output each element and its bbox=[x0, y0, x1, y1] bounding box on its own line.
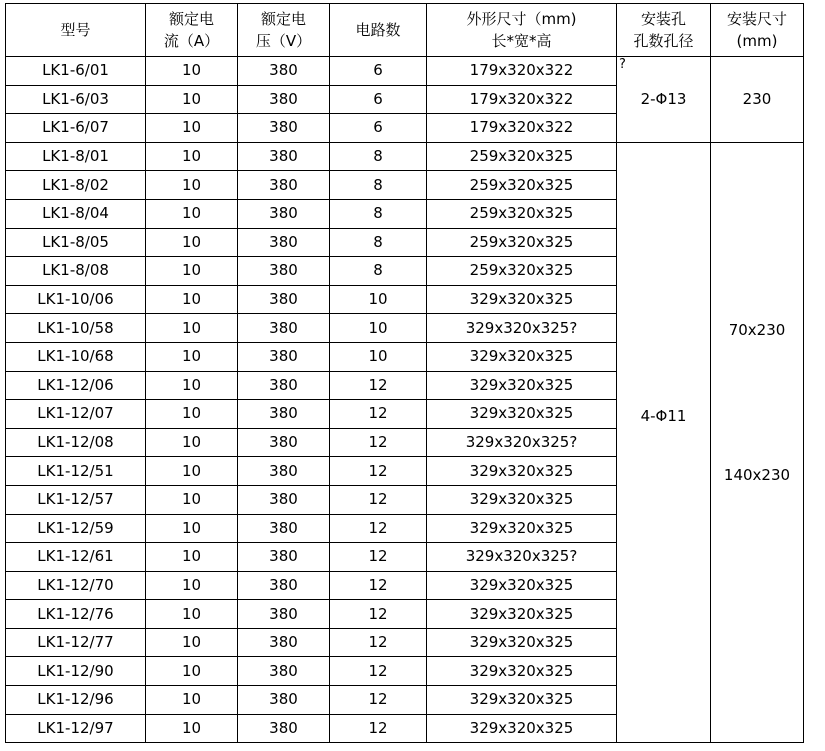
cell-voltage: 380 bbox=[238, 514, 330, 543]
cell-dimensions: 329x320x325? bbox=[427, 314, 617, 343]
cell-model: LK1-12/70 bbox=[6, 571, 146, 600]
cell-voltage: 380 bbox=[238, 657, 330, 686]
cell-current: 10 bbox=[146, 457, 238, 486]
header-dimensions: 外形尺寸（mm) 长*宽*高 bbox=[427, 4, 617, 57]
cell-dimensions: 329x320x325 bbox=[427, 628, 617, 657]
cell-current: 10 bbox=[146, 600, 238, 629]
cell-dimensions: 329x320x325 bbox=[427, 371, 617, 400]
cell-circuits: 12 bbox=[330, 714, 427, 743]
cell-model: LK1-8/05 bbox=[6, 228, 146, 257]
cell-voltage: 380 bbox=[238, 114, 330, 143]
cell-model: LK1-10/68 bbox=[6, 342, 146, 371]
table-row bbox=[6, 142, 804, 171]
cell-voltage: 380 bbox=[238, 457, 330, 486]
cell-mount-holes-group1 bbox=[617, 57, 711, 143]
cell-dimensions: 329x320x325 bbox=[427, 514, 617, 543]
cell-model: LK1-12/59 bbox=[6, 514, 146, 543]
cell-dimensions: 259x320x325 bbox=[427, 142, 617, 171]
cell-model: LK1-12/06 bbox=[6, 371, 146, 400]
cell-dimensions: 179x320x322 bbox=[427, 114, 617, 143]
mount-size-value-b: 140x230 bbox=[723, 465, 791, 484]
header-current: 额定电 流（A） bbox=[146, 4, 238, 57]
cell-circuits: 12 bbox=[330, 628, 427, 657]
cell-circuits: 12 bbox=[330, 600, 427, 629]
mount-holes-value: 2-Φ13 bbox=[640, 89, 687, 108]
cell-dimensions: 329x320x325? bbox=[427, 543, 617, 572]
mount-holes-value: 4-Φ11 bbox=[640, 406, 687, 425]
cell-voltage: 380 bbox=[238, 686, 330, 715]
cell-voltage: 380 bbox=[238, 714, 330, 743]
cell-current: 10 bbox=[146, 657, 238, 686]
cell-current: 10 bbox=[146, 543, 238, 572]
cell-voltage: 380 bbox=[238, 199, 330, 228]
cell-circuits: 8 bbox=[330, 257, 427, 286]
header-model: 型号 bbox=[6, 4, 146, 57]
cell-current: 10 bbox=[146, 428, 238, 457]
cell-current: 10 bbox=[146, 57, 238, 86]
cell-circuits: 12 bbox=[330, 571, 427, 600]
cell-dimensions: 329x320x325 bbox=[427, 600, 617, 629]
cell-mount-holes-group2 bbox=[617, 142, 711, 742]
cell-circuits: 6 bbox=[330, 57, 427, 86]
cell-current: 10 bbox=[146, 257, 238, 286]
cell-current: 10 bbox=[146, 199, 238, 228]
cell-current: 10 bbox=[146, 485, 238, 514]
cell-model: LK1-12/77 bbox=[6, 628, 146, 657]
cell-circuits: 6 bbox=[330, 85, 427, 114]
cell-current: 10 bbox=[146, 142, 238, 171]
cell-circuits: 10 bbox=[330, 342, 427, 371]
cell-model: LK1-8/08 bbox=[6, 257, 146, 286]
cell-circuits: 12 bbox=[330, 514, 427, 543]
cell-current: 10 bbox=[146, 571, 238, 600]
cell-model: LK1-12/96 bbox=[6, 686, 146, 715]
cell-circuits: 12 bbox=[330, 428, 427, 457]
cell-circuits: 10 bbox=[330, 285, 427, 314]
header-circuits: 电路数 bbox=[330, 4, 427, 57]
cell-current: 10 bbox=[146, 371, 238, 400]
cell-dimensions: 179x320x322 bbox=[427, 57, 617, 86]
cell-dimensions: 259x320x325 bbox=[427, 257, 617, 286]
cell-voltage: 380 bbox=[238, 628, 330, 657]
cell-circuits: 8 bbox=[330, 171, 427, 200]
cell-dimensions: 329x320x325 bbox=[427, 714, 617, 743]
cell-model: LK1-6/07 bbox=[6, 114, 146, 143]
cell-model: LK1-12/51 bbox=[6, 457, 146, 486]
cell-current: 10 bbox=[146, 686, 238, 715]
cell-dimensions: 329x320x325 bbox=[427, 485, 617, 514]
cell-model: LK1-10/06 bbox=[6, 285, 146, 314]
cell-current: 10 bbox=[146, 400, 238, 429]
cell-current: 10 bbox=[146, 114, 238, 143]
cell-current: 10 bbox=[146, 628, 238, 657]
spec-table-container bbox=[5, 3, 804, 743]
header-row bbox=[6, 4, 804, 57]
cell-current: 10 bbox=[146, 171, 238, 200]
cell-voltage: 380 bbox=[238, 171, 330, 200]
cell-current: 10 bbox=[146, 342, 238, 371]
cell-dimensions: 329x320x325 bbox=[427, 285, 617, 314]
cell-model: LK1-6/01 bbox=[6, 57, 146, 86]
cell-circuits: 8 bbox=[330, 228, 427, 257]
cell-model: LK1-12/08 bbox=[6, 428, 146, 457]
cell-circuits: 12 bbox=[330, 400, 427, 429]
cell-voltage: 380 bbox=[238, 485, 330, 514]
cell-voltage: 380 bbox=[238, 543, 330, 572]
cell-circuits: 12 bbox=[330, 457, 427, 486]
table-body bbox=[6, 57, 804, 743]
cell-voltage: 380 bbox=[238, 85, 330, 114]
cell-model: LK1-12/61 bbox=[6, 543, 146, 572]
cell-dimensions: 259x320x325 bbox=[427, 228, 617, 257]
cell-voltage: 380 bbox=[238, 228, 330, 257]
cell-voltage: 380 bbox=[238, 600, 330, 629]
cell-model: LK1-8/02 bbox=[6, 171, 146, 200]
cell-model: LK1-12/07 bbox=[6, 400, 146, 429]
cell-model: LK1-10/58 bbox=[6, 314, 146, 343]
cell-dimensions: 179x320x322 bbox=[427, 85, 617, 114]
cell-current: 10 bbox=[146, 714, 238, 743]
question-mark: ? bbox=[619, 57, 626, 72]
cell-current: 10 bbox=[146, 314, 238, 343]
header-mount-holes: 安装孔 孔数孔径 bbox=[617, 4, 711, 57]
cell-current: 10 bbox=[146, 514, 238, 543]
cell-model: LK1-12/76 bbox=[6, 600, 146, 629]
cell-voltage: 380 bbox=[238, 400, 330, 429]
cell-circuits: 12 bbox=[330, 485, 427, 514]
cell-circuits: 10 bbox=[330, 314, 427, 343]
cell-dimensions: 259x320x325 bbox=[427, 171, 617, 200]
cell-dimensions: 329x320x325 bbox=[427, 457, 617, 486]
header-mount-size: 安装尺寸 (mm) bbox=[711, 4, 804, 57]
cell-current: 10 bbox=[146, 228, 238, 257]
cell-mount-size-group1: 230 bbox=[711, 57, 804, 143]
cell-dimensions: 329x320x325? bbox=[427, 428, 617, 457]
mount-size-value-a: 70x230 bbox=[728, 320, 786, 339]
cell-voltage: 380 bbox=[238, 285, 330, 314]
cell-dimensions: 329x320x325 bbox=[427, 657, 617, 686]
cell-circuits: 8 bbox=[330, 142, 427, 171]
cell-model: LK1-8/01 bbox=[6, 142, 146, 171]
cell-model: LK1-12/90 bbox=[6, 657, 146, 686]
cell-current: 10 bbox=[146, 85, 238, 114]
cell-circuits: 6 bbox=[330, 114, 427, 143]
cell-circuits: 8 bbox=[330, 199, 427, 228]
spec-table bbox=[5, 3, 804, 743]
cell-dimensions: 329x320x325 bbox=[427, 342, 617, 371]
cell-model: LK1-8/04 bbox=[6, 199, 146, 228]
cell-circuits: 12 bbox=[330, 657, 427, 686]
cell-circuits: 12 bbox=[330, 543, 427, 572]
table-row bbox=[6, 57, 804, 86]
cell-dimensions: 329x320x325 bbox=[427, 686, 617, 715]
cell-voltage: 380 bbox=[238, 371, 330, 400]
cell-voltage: 380 bbox=[238, 428, 330, 457]
cell-dimensions: 329x320x325 bbox=[427, 400, 617, 429]
cell-dimensions: 329x320x325 bbox=[427, 571, 617, 600]
cell-voltage: 380 bbox=[238, 257, 330, 286]
cell-voltage: 380 bbox=[238, 57, 330, 86]
cell-circuits: 12 bbox=[330, 686, 427, 715]
cell-model: LK1-12/57 bbox=[6, 485, 146, 514]
cell-voltage: 380 bbox=[238, 314, 330, 343]
cell-current: 10 bbox=[146, 285, 238, 314]
cell-voltage: 380 bbox=[238, 142, 330, 171]
cell-voltage: 380 bbox=[238, 342, 330, 371]
cell-model: LK1-12/97 bbox=[6, 714, 146, 743]
cell-voltage: 380 bbox=[238, 571, 330, 600]
cell-model: LK1-6/03 bbox=[6, 85, 146, 114]
cell-dimensions: 259x320x325 bbox=[427, 199, 617, 228]
cell-mount-size-group2 bbox=[711, 142, 804, 742]
cell-circuits: 12 bbox=[330, 371, 427, 400]
header-voltage: 额定电 压（V） bbox=[238, 4, 330, 57]
